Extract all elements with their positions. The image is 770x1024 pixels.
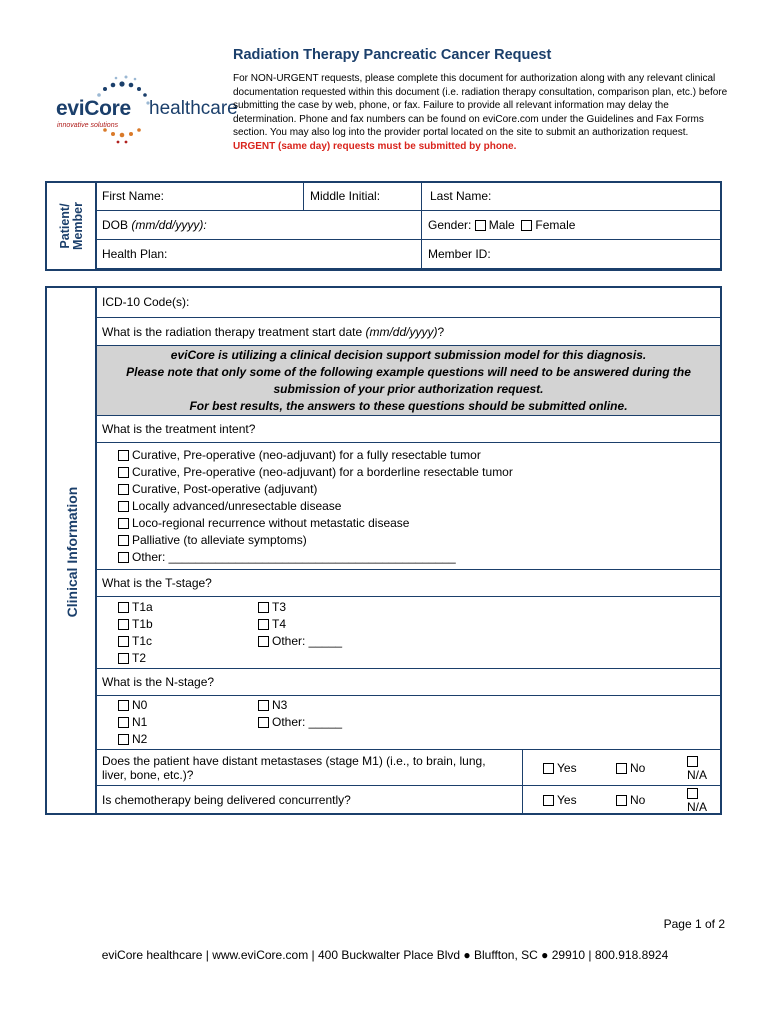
nstage-label: N3 xyxy=(272,698,288,712)
gender-field xyxy=(422,211,722,240)
intent-option-label: Palliative (to alleviate symptoms) xyxy=(132,532,307,547)
intent-option[interactable] xyxy=(118,481,715,498)
checkbox[interactable] xyxy=(258,619,269,630)
checkbox[interactable] xyxy=(258,636,269,647)
checkbox[interactable] xyxy=(118,484,129,495)
member-id-label: Member ID: xyxy=(428,247,491,261)
female-label: Female xyxy=(535,218,576,232)
checkbox[interactable] xyxy=(118,717,129,728)
patient-table xyxy=(95,181,722,269)
chemo-yes[interactable] xyxy=(523,786,605,815)
logo-tagline: innovative solutions xyxy=(57,122,119,129)
tstage-option[interactable] xyxy=(118,633,258,650)
checkbox[interactable] xyxy=(258,717,269,728)
patient-label-line1: Patient/ xyxy=(58,203,72,249)
checkbox[interactable] xyxy=(118,535,129,546)
chemo-no[interactable] xyxy=(604,786,677,815)
icd-field[interactable] xyxy=(96,287,722,318)
checkbox[interactable] xyxy=(118,700,129,711)
first-name-field[interactable] xyxy=(96,182,304,211)
cds-notice xyxy=(96,346,722,416)
tstage-question xyxy=(96,570,722,597)
page-number: Page 1 of 2 xyxy=(663,917,725,931)
checkbox[interactable] xyxy=(616,763,627,774)
tstage-question-text: What is the T-stage? xyxy=(102,576,212,590)
start-date-question: What is the radiation therapy treatment start date xyxy=(102,324,366,339)
metastases-line-2: liver, bone, etc.)? xyxy=(102,767,194,782)
chemo-question-text: Is chemotherapy being delivered concurrently? xyxy=(102,793,351,807)
male-checkbox[interactable] xyxy=(475,220,486,231)
intent-options xyxy=(96,443,722,570)
tstage-option[interactable] xyxy=(118,650,258,667)
metastases-na[interactable] xyxy=(677,750,722,786)
tstage-label: T1b xyxy=(132,616,153,631)
first-name-label: First Name: xyxy=(102,189,165,203)
tstage-options xyxy=(96,597,722,669)
patient-section-label xyxy=(45,181,95,271)
intent-option[interactable] xyxy=(118,498,715,515)
tstage-label: T3 xyxy=(272,599,287,614)
no-label: No xyxy=(630,793,646,807)
intent-option[interactable] xyxy=(118,532,715,549)
dob-field[interactable] xyxy=(96,211,422,240)
yes-label: Yes xyxy=(557,760,577,775)
tstage-label: T1a xyxy=(132,599,153,614)
checkbox[interactable] xyxy=(258,700,269,711)
checkbox[interactable] xyxy=(687,788,698,799)
checkbox[interactable] xyxy=(118,653,129,664)
gender-label: Gender: xyxy=(428,218,472,232)
dob-format: (mm/dd/yyyy): xyxy=(131,218,207,232)
chemo-question xyxy=(96,786,523,815)
tstage-label: T4 xyxy=(272,616,287,631)
tstage-label: T1c xyxy=(132,633,153,648)
intro-body: For NON-URGENT requests, please complete this document for authorization along with any relevant clinical documentation requested within this document (i.e. radiation therapy consultation, comparison plan, etc.) before submitting the case by web, phone, or fax. Failure to provide all relevant information may delay the determination. Phone and fax numbers can be found on eviCore.com under the Guidelines and Fax Forms section. You may also log into the provider portal located on the site to submit an authorization request. xyxy=(233,73,728,139)
checkbox[interactable] xyxy=(118,602,129,613)
dob-label: DOB xyxy=(102,218,132,232)
start-date-format: (mm/dd/yyyy) xyxy=(365,324,438,339)
last-name-field[interactable] xyxy=(422,182,722,211)
checkbox[interactable] xyxy=(118,501,129,512)
checkbox[interactable] xyxy=(118,450,129,461)
intent-question-text: What is the treatment intent? xyxy=(102,422,256,436)
checkbox[interactable] xyxy=(687,756,698,767)
intent-option-label: Curative, Pre-operative (neo-adjuvant) for a fully resectable tumor xyxy=(132,447,481,462)
metastases-yes[interactable] xyxy=(523,750,605,786)
male-label: Male xyxy=(488,218,515,232)
intent-option[interactable] xyxy=(118,464,715,481)
nstage-option[interactable] xyxy=(118,714,258,731)
middle-initial-label: Middle Initial: xyxy=(310,189,381,203)
checkbox[interactable] xyxy=(543,763,554,774)
form-title: Radiation Therapy Pancreatic Cancer Request xyxy=(233,47,552,63)
nstage-question-text: What is the N-stage? xyxy=(102,675,215,689)
tstage-label: Other: _____ xyxy=(272,633,343,648)
intent-option-label: Curative, Pre-operative (neo-adjuvant) for a borderline resectable tumor xyxy=(132,464,513,479)
nstage-label: Other: _____ xyxy=(272,715,343,729)
checkbox[interactable] xyxy=(118,518,129,529)
patient-label-line2: Member xyxy=(71,202,85,250)
intent-question xyxy=(96,416,722,443)
intent-option-label: Loco-regional recurrence without metastatic disease xyxy=(132,515,410,530)
intent-option-label: Curative, Post-operative (adjuvant) xyxy=(132,481,318,496)
clinical-label: Clinical Information xyxy=(64,486,80,618)
nstage-label: N2 xyxy=(132,732,148,746)
checkbox[interactable] xyxy=(258,602,269,613)
na-label: N/A xyxy=(687,767,708,782)
tstage-option[interactable] xyxy=(118,599,258,616)
checkbox[interactable] xyxy=(118,467,129,478)
female-checkbox[interactable] xyxy=(521,220,532,231)
tstage-option[interactable] xyxy=(258,599,342,616)
metastases-no[interactable] xyxy=(604,750,677,786)
nstage-question xyxy=(96,669,722,696)
na-label: N/A xyxy=(687,800,708,814)
tstage-option[interactable] xyxy=(118,616,258,633)
nstage-label: N1 xyxy=(132,715,148,729)
intent-option-label: Locally advanced/unresectable disease xyxy=(132,498,342,513)
checkbox[interactable] xyxy=(118,734,129,745)
footer-address: eviCore healthcare | www.eviCore.com | 400 Buckwalter Place Blvd ● Bluffton, SC ● 29910 | 800.918.8924 xyxy=(101,948,669,962)
middle-initial-field[interactable] xyxy=(304,182,422,211)
nstage-label: N0 xyxy=(132,698,148,712)
checkbox[interactable] xyxy=(118,619,129,630)
health-plan-label: Health Plan: xyxy=(102,247,168,261)
logo-brand: eviCore xyxy=(56,97,131,120)
notice-line-2: Please note that only some of the following example questions will need to be answered during the xyxy=(126,364,691,379)
no-label: No xyxy=(630,760,646,775)
logo-suffix: healthcare xyxy=(149,98,238,119)
start-date-field[interactable] xyxy=(96,318,722,346)
intro-text xyxy=(233,72,733,154)
notice-line-4: For best results, the answers to these questions should be submitted online. xyxy=(189,398,628,413)
checkbox[interactable] xyxy=(118,552,129,563)
last-name-label: Last Name: xyxy=(430,189,492,203)
notice-line-1: eviCore is utilizing a clinical decision support submission model for this diagnosis. xyxy=(170,347,647,362)
nstage-option[interactable] xyxy=(118,697,258,714)
tstage-option[interactable] xyxy=(258,633,342,650)
start-date-end: ? xyxy=(437,324,445,339)
metastases-question xyxy=(96,750,523,786)
yes-label: Yes xyxy=(557,793,577,807)
nstage-option[interactable] xyxy=(258,697,342,714)
nstage-options xyxy=(96,696,722,750)
health-plan-field[interactable] xyxy=(96,240,422,269)
clinical-table xyxy=(95,286,722,815)
checkbox[interactable] xyxy=(118,636,129,647)
checkbox[interactable] xyxy=(543,795,554,806)
urgent-note: URGENT (same day) requests must be submitted by phone. xyxy=(233,140,517,152)
intent-option[interactable] xyxy=(118,515,715,532)
checkbox[interactable] xyxy=(616,795,627,806)
icd-label: ICD-10 Code(s): xyxy=(102,295,190,309)
notice-line-3: submission of your prior authorization request. xyxy=(273,381,544,396)
intent-option[interactable] xyxy=(118,447,715,464)
intent-option-label: Other: ___________________________________________ xyxy=(132,549,456,564)
clinical-section-label xyxy=(45,286,95,815)
metastases-line-1: Does the patient have distant metastases (stage M1) (i.e., to brain, lung, xyxy=(102,753,486,768)
nstage-option[interactable] xyxy=(118,731,258,748)
nstage-option[interactable] xyxy=(258,714,342,731)
evicore-logo xyxy=(52,72,238,142)
chemo-na[interactable] xyxy=(677,786,722,815)
tstage-label: T2 xyxy=(132,650,147,665)
member-id-field[interactable] xyxy=(422,240,722,269)
intent-option[interactable] xyxy=(118,549,715,566)
tstage-option[interactable] xyxy=(258,616,342,633)
